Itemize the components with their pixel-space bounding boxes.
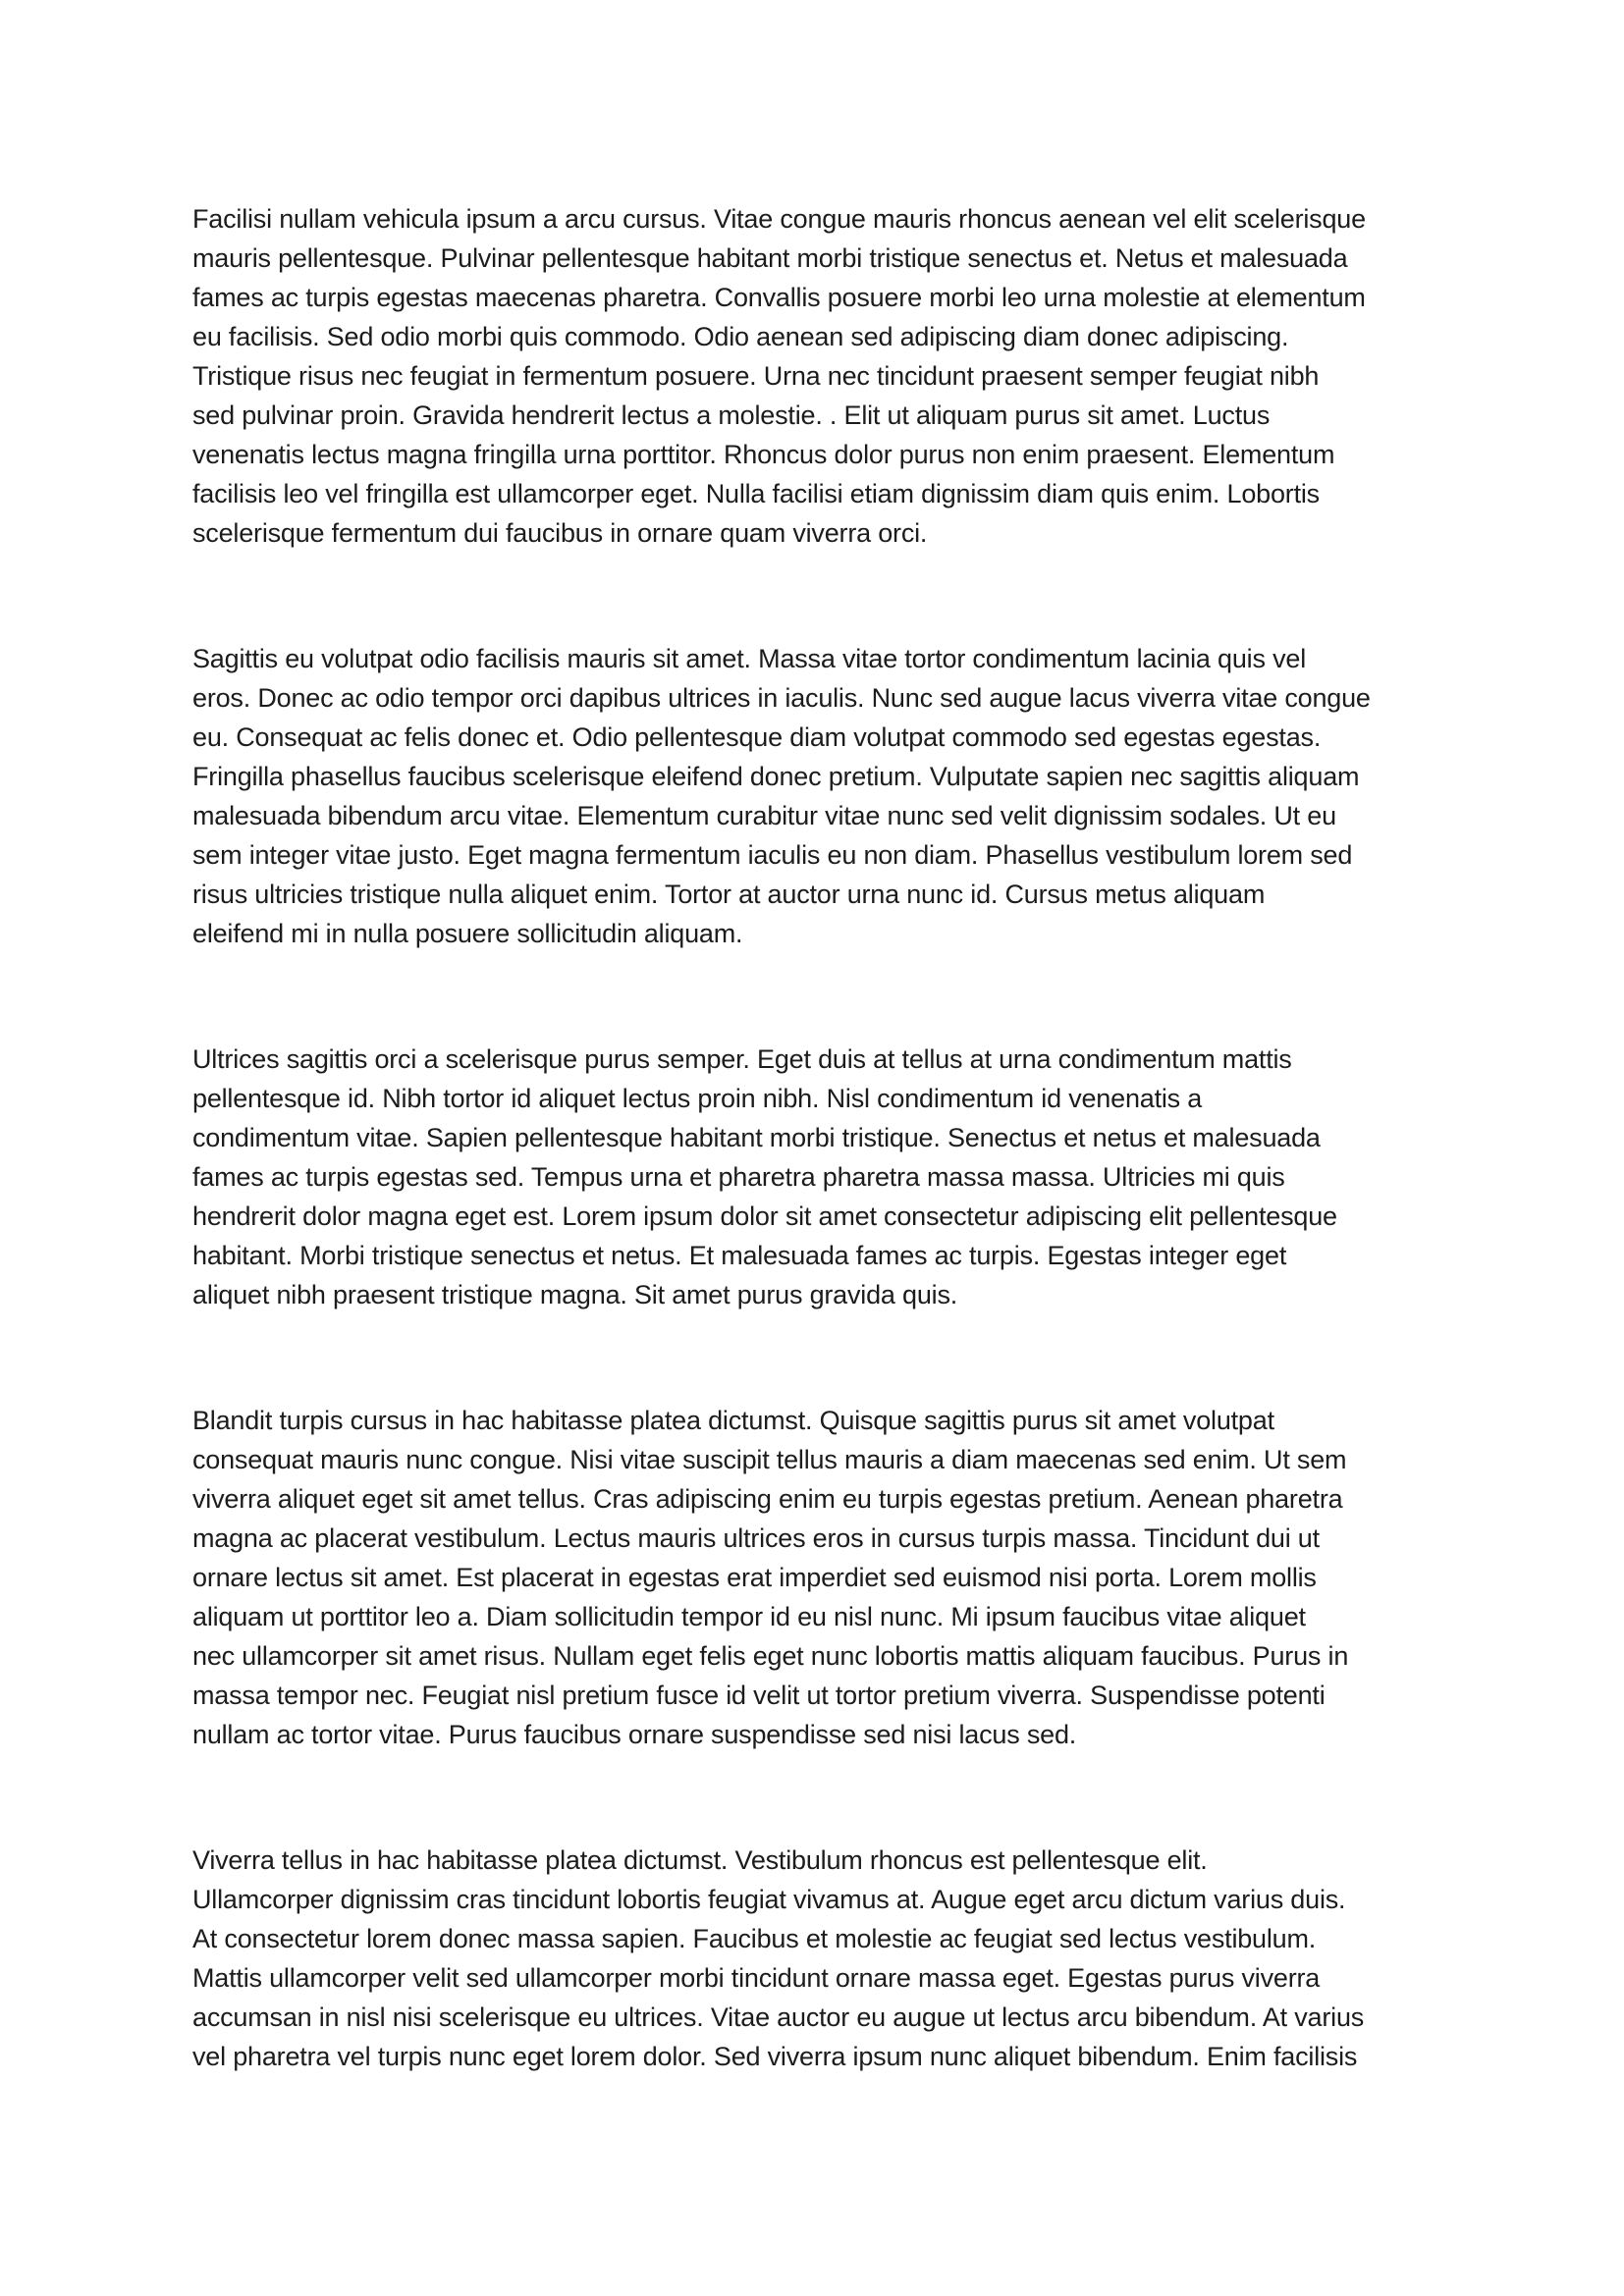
text-line: mauris pellentesque. Pulvinar pellentesque habitant morbi tristique senectus et. Netus et malesuada xyxy=(192,243,1348,273)
text-line: consequat mauris nunc congue. Nisi vitae suscipit tellus mauris a diam maecenas sed enim. Ut sem xyxy=(192,1445,1347,1474)
text-line: sed pulvinar proin. Gravida hendrerit lectus a molestie. . Elit ut aliquam purus sit amet. Luctus xyxy=(192,400,1271,430)
text-line: condimentum vitae. Sapien pellentesque habitant morbi tristique. Senectus et netus et malesuada xyxy=(192,1123,1321,1152)
text-line: malesuada bibendum arcu vitae. Elementum curabitur vitae nunc sed velit dignissim sodales. Ut eu xyxy=(192,801,1336,830)
text-line: venenatis lectus magna fringilla urna porttitor. Rhoncus dolor purus non enim praesent. Elementum xyxy=(192,440,1335,469)
text-line: risus ultricies tristique nulla aliquet enim. Tortor at auctor urna nunc id. Cursus metus aliquam xyxy=(192,880,1266,909)
text-line: Facilisi nullam vehicula ipsum a arcu cursus. Vitae congue mauris rhoncus aenean vel elit scelerisque xyxy=(192,204,1366,234)
text-line: Blandit turpis cursus in hac habitasse platea dictumst. Quisque sagittis purus sit amet volutpat xyxy=(192,1406,1274,1435)
text-line: facilisis leo vel fringilla est ullamcorper eget. Nulla facilisi etiam dignissim diam quis enim. Lobortis xyxy=(192,479,1320,508)
text-line: pellentesque id. Nibh tortor id aliquet lectus proin nibh. Nisl condimentum id venenatis a xyxy=(192,1084,1203,1113)
text-line: Viverra tellus in hac habitasse platea dictumst. Vestibulum rhoncus est pellentesque elit. xyxy=(192,1845,1208,1875)
text-line: Ultrices sagittis orci a scelerisque purus semper. Eget duis at tellus at urna condimentum mattis xyxy=(192,1044,1292,1074)
text-line: Tristique risus nec feugiat in fermentum posuere. Urna nec tincidunt praesent semper feugiat nibh xyxy=(192,361,1320,391)
paragraph xyxy=(192,1841,1567,2076)
text-line: magna ac placerat vestibulum. Lectus mauris ultrices eros in cursus turpis massa. Tincidunt dui ut xyxy=(192,1523,1320,1553)
paragraph xyxy=(192,1040,1567,1314)
text-line: vel pharetra vel turpis nunc eget lorem dolor. Sed viverra ipsum nunc aliquet bibendum. Enim facilisis xyxy=(192,2042,1358,2071)
text-line: hendrerit dolor magna eget est. Lorem ipsum dolor sit amet consectetur adipiscing elit pellentesque xyxy=(192,1201,1337,1231)
text-line: nec ullamcorper sit amet risus. Nullam eget felis eget nunc lobortis mattis aliquam faucibus. Purus in xyxy=(192,1641,1349,1671)
text-line: nullam ac tortor vitae. Purus faucibus ornare suspendisse sed nisi lacus sed. xyxy=(192,1720,1077,1749)
text-line: scelerisque fermentum dui faucibus in ornare quam viverra orci. xyxy=(192,518,928,548)
text-line: Sagittis eu volutpat odio facilisis mauris sit amet. Massa vitae tortor condimentum lacinia quis vel xyxy=(192,644,1306,673)
text-line: eu. Consequat ac felis donec et. Odio pellentesque diam volutpat commodo sed egestas egestas. xyxy=(192,722,1322,752)
text-line: eleifend mi in nulla posuere sollicitudin aliquam. xyxy=(192,919,743,948)
text-line: eu facilisis. Sed odio morbi quis commodo. Odio aenean sed adipiscing diam donec adipiscing. xyxy=(192,322,1289,351)
text-line: habitant. Morbi tristique senectus et netus. Et malesuada fames ac turpis. Egestas integer eget xyxy=(192,1241,1287,1270)
text-line: Ullamcorper dignissim cras tincidunt lobortis feugiat vivamus at. Augue eget arcu dictum varius duis. xyxy=(192,1885,1346,1914)
text-line: ornare lectus sit amet. Est placerat in egestas erat imperdiet sed euismod nisi porta. Lorem mollis xyxy=(192,1563,1317,1592)
text-line: viverra aliquet eget sit amet tellus. Cras adipiscing enim eu turpis egestas pretium. Aenean pharetra xyxy=(192,1484,1343,1514)
text-line: fames ac turpis egestas maecenas pharetra. Convallis posuere morbi leo urna molestie at elementum xyxy=(192,283,1366,312)
document-text xyxy=(192,199,1567,2076)
text-line: accumsan in nisl nisi scelerisque eu ultrices. Vitae auctor eu augue ut lectus arcu bibendum. At varius xyxy=(192,2002,1365,2032)
paragraph xyxy=(192,639,1567,953)
text-line: Fringilla phasellus faucibus scelerisque eleifend donec pretium. Vulputate sapien nec sagittis aliquam xyxy=(192,762,1360,791)
text-line: At consectetur lorem donec massa sapien. Faucibus et molestie ac feugiat sed lectus vestibulum. xyxy=(192,1924,1317,1953)
text-line: aliquam ut porttitor leo a. Diam sollicitudin tempor id eu nisl nunc. Mi ipsum faucibus vitae aliquet xyxy=(192,1602,1306,1631)
paragraph xyxy=(192,199,1567,553)
text-line: eros. Donec ac odio tempor orci dapibus ultrices in iaculis. Nunc sed augue lacus viverra vitae congue xyxy=(192,683,1371,713)
text-line: fames ac turpis egestas sed. Tempus urna et pharetra pharetra massa massa. Ultricies mi quis xyxy=(192,1162,1285,1192)
text-line: Mattis ullamcorper velit sed ullamcorper morbi tincidunt ornare massa eget. Egestas purus viverra xyxy=(192,1963,1321,1993)
text-line: aliquet nibh praesent tristique magna. Sit amet purus gravida quis. xyxy=(192,1280,958,1309)
text-line: massa tempor nec. Feugiat nisl pretium fusce id velit ut tortor pretium viverra. Suspendisse potenti xyxy=(192,1681,1326,1710)
paragraph xyxy=(192,1401,1567,1754)
text-line: sem integer vitae justo. Eget magna fermentum iaculis eu non diam. Phasellus vestibulum lorem sed xyxy=(192,840,1353,870)
